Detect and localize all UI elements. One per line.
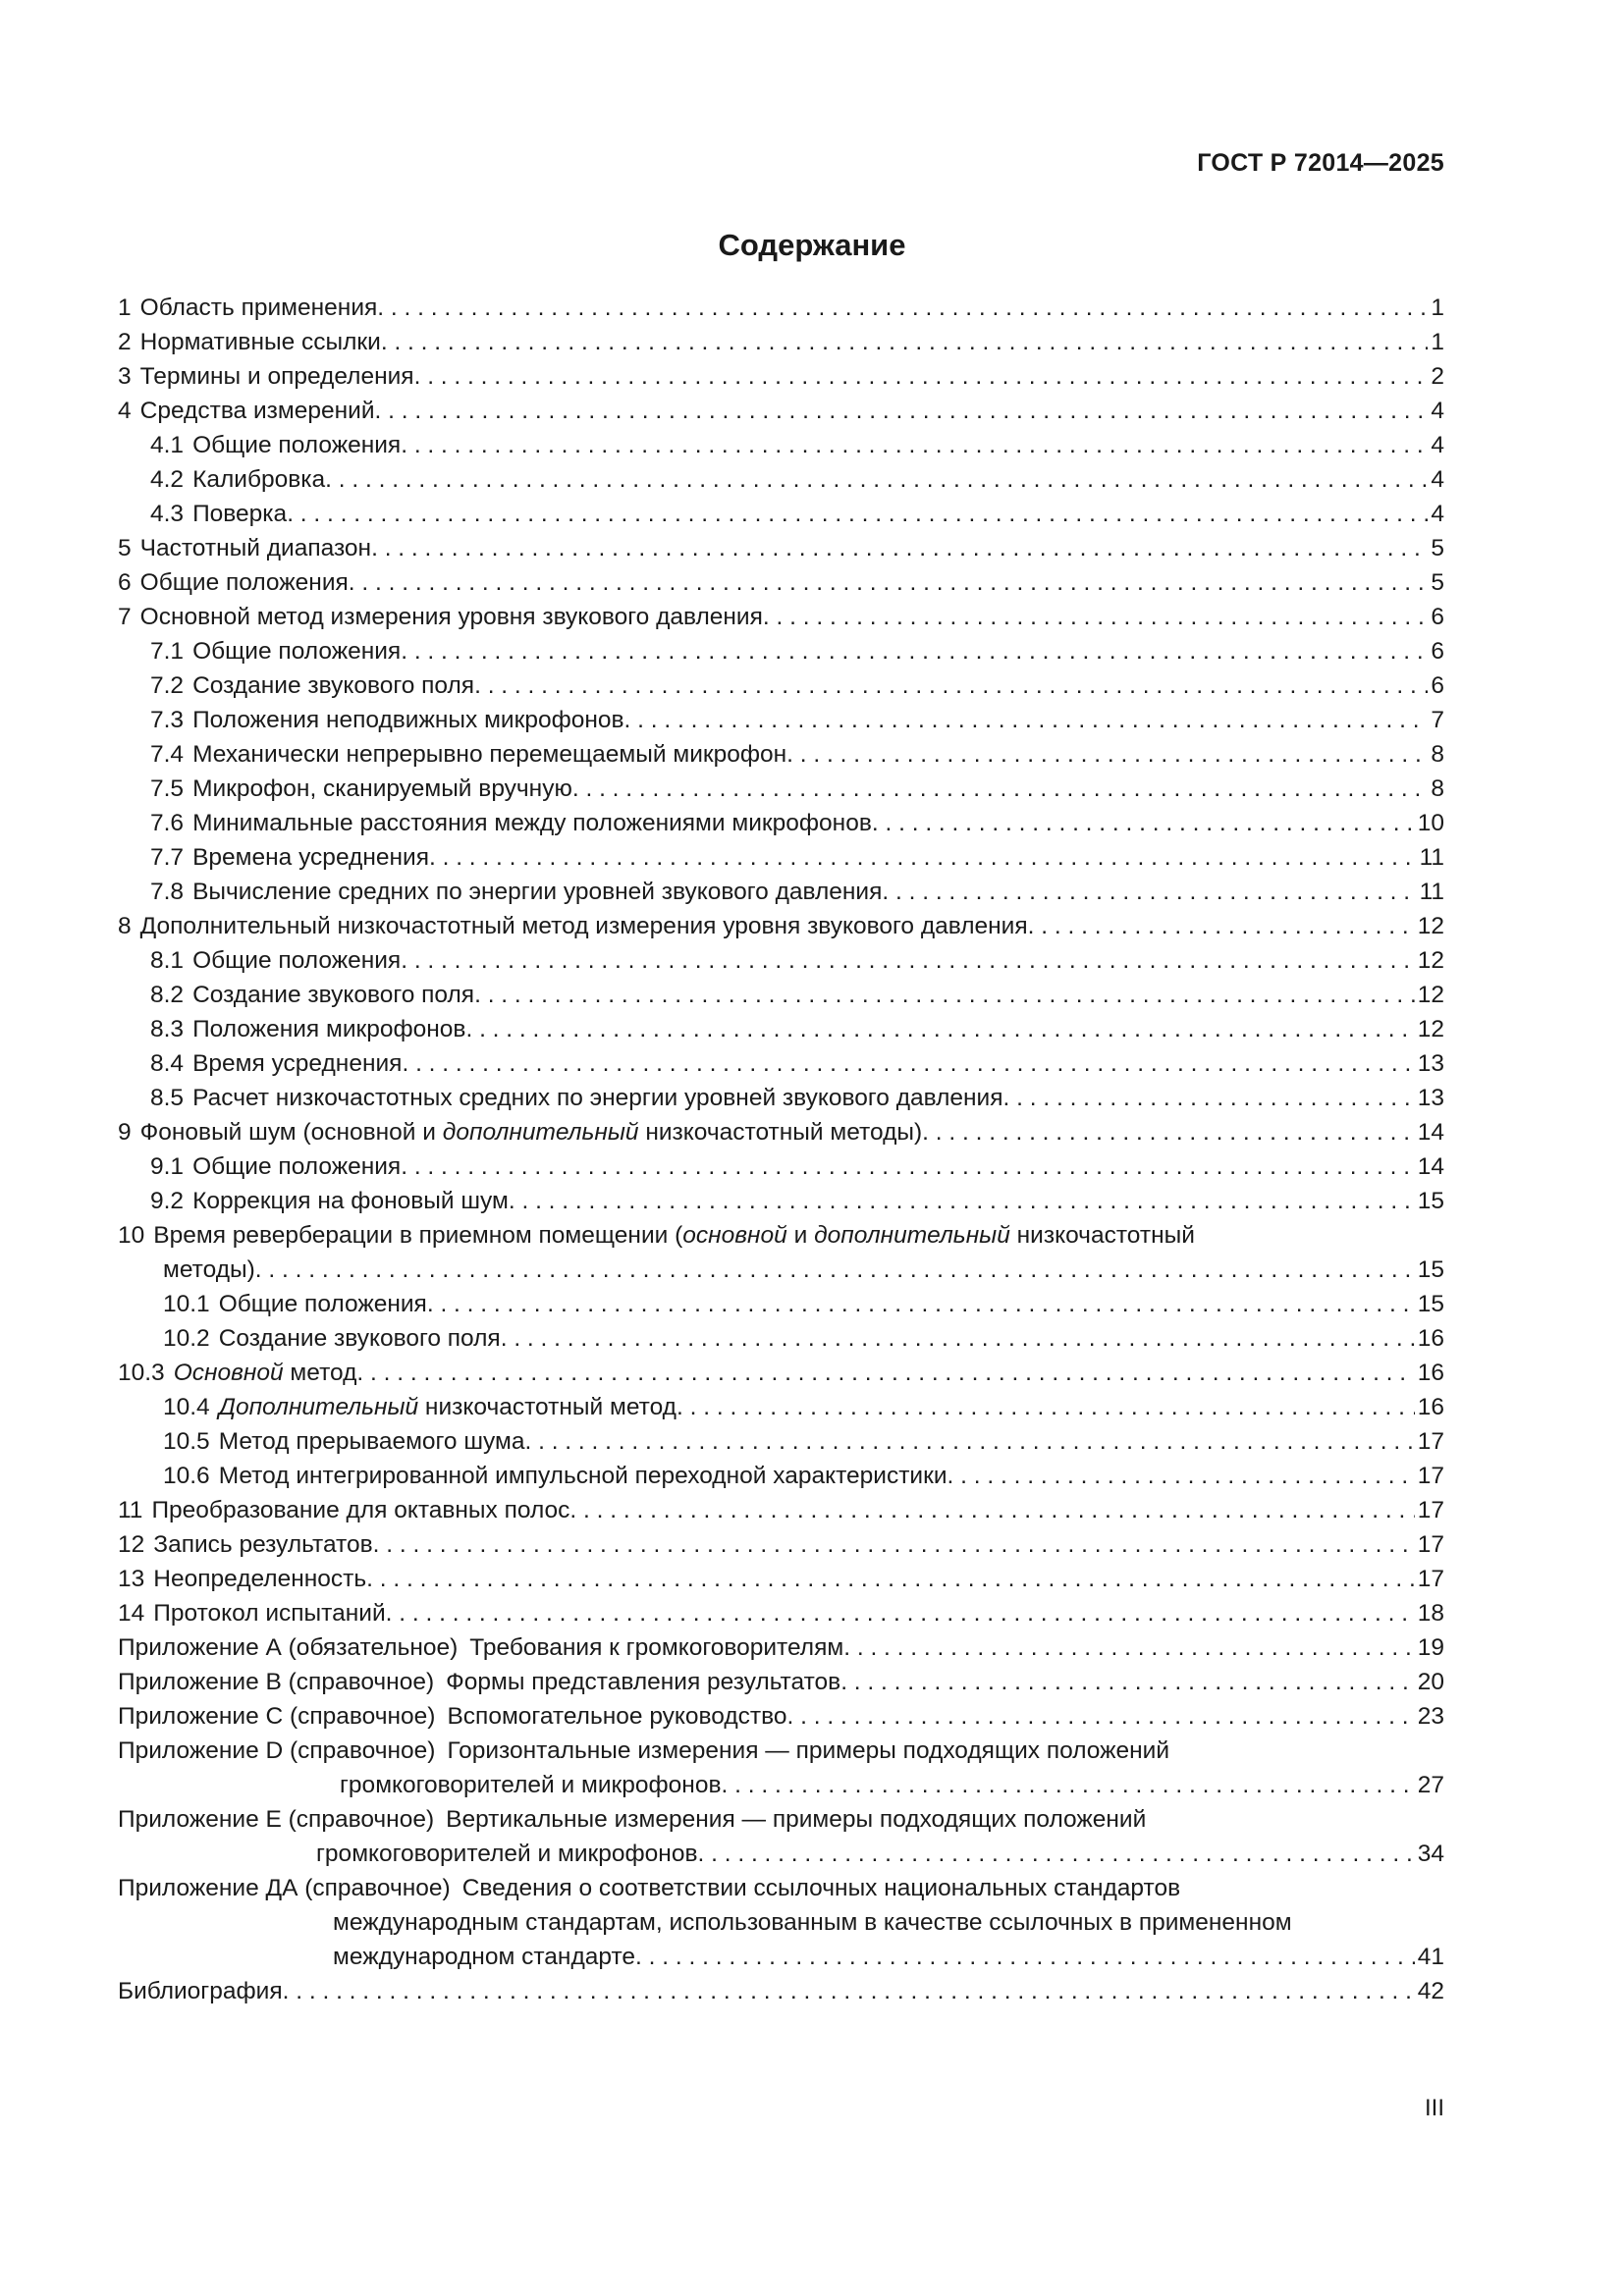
dot-leader: [414, 359, 1429, 394]
dot-leader: [524, 1424, 1414, 1459]
toc-number: 2: [118, 329, 132, 355]
toc-entry-7-3[interactable]: [118, 703, 1444, 737]
dot-leader: [1003, 1081, 1415, 1115]
toc-entry-4-2[interactable]: [118, 462, 1444, 497]
dot-leader: [356, 1356, 1414, 1390]
toc-annex-a[interactable]: [118, 1630, 1444, 1665]
toc-number: 7.3: [150, 707, 185, 733]
dot-leader: [763, 600, 1428, 634]
toc-title: Фоновый шум (основной и дополнительный низкочастотный методы): [139, 1119, 923, 1146]
standard-code: ГОСТ Р 72014—2025: [1197, 149, 1444, 177]
toc-entry-7-1[interactable]: [118, 634, 1444, 668]
toc-page: 17: [1417, 1531, 1444, 1558]
toc-annex-b[interactable]: [118, 1665, 1444, 1699]
toc-entry-7-5[interactable]: [118, 772, 1444, 806]
toc-entry-10[interactable]: [118, 1218, 1444, 1287]
dot-leader: [882, 875, 1416, 909]
annex-label: Приложение С (справочное): [118, 1703, 436, 1730]
toc-title: Механически непрерывно перемещаемый микрофон: [192, 741, 787, 768]
toc-page: 12: [1417, 947, 1444, 974]
toc-page: 27: [1417, 1772, 1444, 1798]
toc-number: 10.1: [163, 1291, 210, 1317]
toc-page: 8: [1431, 741, 1444, 768]
toc-title: Преобразование для октавных полос: [151, 1497, 570, 1523]
toc-number: 4.1: [150, 432, 185, 458]
dot-leader: [721, 1768, 1414, 1802]
toc-page: 17: [1417, 1566, 1444, 1592]
toc-number: 1: [118, 294, 132, 321]
toc-number: 10.5: [163, 1428, 210, 1455]
toc-entry-13[interactable]: [118, 1562, 1444, 1596]
dot-leader: [572, 772, 1429, 806]
toc-title: Создание звукового поля: [192, 982, 475, 1008]
dot-leader: [401, 1149, 1415, 1184]
toc-entry-4-1[interactable]: [118, 428, 1444, 462]
toc-entry-12[interactable]: [118, 1527, 1444, 1562]
toc-title: Неопределенность: [153, 1566, 367, 1592]
dot-leader: [373, 1527, 1415, 1562]
toc-page: 17: [1417, 1497, 1444, 1523]
toc-title: Дополнительный низкочастотный метод: [218, 1394, 677, 1420]
toc-number: 4.2: [150, 466, 185, 493]
dot-leader: [401, 634, 1428, 668]
toc-entry-8-3[interactable]: [118, 1012, 1444, 1046]
toc-entry-6[interactable]: [118, 565, 1444, 600]
toc-page: 10: [1417, 810, 1444, 836]
dot-leader: [402, 1046, 1414, 1081]
toc-number: 10.4: [163, 1394, 210, 1420]
toc-title: Общие положения: [192, 432, 402, 458]
toc-title-line-1: Приложение D (справочное) Горизонтальные измерения — примеры подходящих положений: [118, 1734, 1169, 1768]
toc-title: Метод прерываемого шума: [218, 1428, 525, 1455]
toc-entry-1[interactable]: [118, 291, 1444, 325]
toc-title: Коррекция на фоновый шум: [192, 1188, 509, 1214]
toc-title-line-1: Приложение ДА (справочное) Сведения о соответствии ссылочных национальных стандартов: [118, 1871, 1180, 1905]
toc-entry-14[interactable]: [118, 1596, 1444, 1630]
toc-page: 6: [1431, 604, 1444, 630]
toc-title: Основной метод: [173, 1360, 357, 1386]
toc-bibliography[interactable]: [118, 1974, 1444, 2008]
dot-leader: [386, 1596, 1415, 1630]
toc-number: 10.3: [118, 1360, 165, 1386]
toc-title: Микрофон, сканируемый вручную: [192, 775, 572, 802]
toc-title-line-2: громкоговорителей и микрофонов: [340, 1772, 722, 1798]
dot-leader: [283, 1974, 1415, 2008]
toc-page: 17: [1417, 1463, 1444, 1489]
toc-title: Положения микрофонов: [192, 1016, 466, 1042]
toc-page: 15: [1417, 1256, 1444, 1283]
toc-number: 7.6: [150, 810, 185, 836]
toc-entry-7-6[interactable]: [118, 806, 1444, 840]
toc-entry-2[interactable]: [118, 325, 1444, 359]
toc-page: 19: [1417, 1634, 1444, 1661]
toc-page: 20: [1417, 1669, 1444, 1695]
toc-page: 4: [1431, 466, 1444, 493]
dot-leader: [843, 1630, 1415, 1665]
dot-leader: [635, 1940, 1415, 1974]
toc-page: 7: [1431, 707, 1444, 733]
toc-page: 41: [1417, 1944, 1444, 1970]
dot-leader: [501, 1321, 1415, 1356]
toc-title: Библиография: [118, 1978, 283, 2004]
toc-number: 12: [118, 1531, 145, 1558]
toc-entry-10-5[interactable]: [118, 1424, 1444, 1459]
toc-title-line-2: методы): [163, 1256, 255, 1283]
dot-leader: [371, 531, 1428, 565]
toc-title: Общие положения: [218, 1291, 427, 1317]
toc-page: 2: [1431, 363, 1444, 390]
toc-page: 12: [1417, 982, 1444, 1008]
toc-title: Вспомогательное руководство: [447, 1703, 787, 1730]
toc-title-line-1: Приложение Е (справочное) Вертикальные измерения — примеры подходящих положений: [118, 1802, 1146, 1837]
toc-entry-7-4[interactable]: [118, 737, 1444, 772]
toc-page: 11: [1419, 844, 1444, 871]
toc-page: 8: [1431, 775, 1444, 802]
toc-title-line-3: международном стандарте: [333, 1944, 636, 1970]
toc-number: 10.2: [163, 1325, 210, 1352]
toc-number: 8.3: [150, 1016, 185, 1042]
toc-page: 23: [1417, 1703, 1444, 1730]
toc-number: 8.4: [150, 1050, 185, 1077]
page-number: III: [1424, 2095, 1444, 2121]
toc-number: 4.3: [150, 501, 185, 527]
toc-page: 12: [1417, 1016, 1444, 1042]
toc-entry-11[interactable]: [118, 1493, 1444, 1527]
toc-number: 14: [118, 1600, 145, 1627]
dot-leader: [569, 1493, 1414, 1527]
toc-number: 10.6: [163, 1463, 210, 1489]
toc-page: 13: [1417, 1085, 1444, 1111]
toc-page: 15: [1417, 1291, 1444, 1317]
dot-leader: [366, 1562, 1415, 1596]
toc-number: 8: [118, 913, 132, 939]
toc-title: Минимальные расстояния между положениями микрофонов: [192, 810, 872, 836]
dot-leader: [401, 428, 1428, 462]
annex-label: Приложение А (обязательное): [118, 1634, 459, 1661]
dot-leader: [325, 462, 1428, 497]
toc-annex-e[interactable]: [118, 1802, 1444, 1871]
dot-leader: [375, 394, 1429, 428]
toc-number: 7.5: [150, 775, 185, 802]
dot-leader: [474, 978, 1415, 1012]
toc-title-line-1: 10 Время реверберации в приемном помещении (основной и дополнительный низкочастотный: [118, 1218, 1195, 1253]
toc-title: Область применения: [139, 294, 378, 321]
toc-number: 7.1: [150, 638, 185, 665]
toc-entry-8-1[interactable]: [118, 943, 1444, 978]
toc-entry-10-1[interactable]: [118, 1287, 1444, 1321]
toc-entry-8-4[interactable]: [118, 1046, 1444, 1081]
dot-leader: [787, 1699, 1415, 1734]
toc-number: 7.8: [150, 879, 185, 905]
dot-leader: [349, 565, 1429, 600]
toc-title-line-2: громкоговорителей и микрофонов: [316, 1841, 698, 1867]
toc-page: 11: [1419, 879, 1444, 905]
dot-leader: [1028, 909, 1415, 943]
toc-title: Частотный диапазон: [139, 535, 372, 561]
toc-page: 14: [1417, 1119, 1444, 1146]
toc-number: 7.7: [150, 844, 185, 871]
toc-number: 8.5: [150, 1085, 185, 1111]
toc-title: Расчет низкочастотных средних по энергии уровней звукового давления: [192, 1085, 1003, 1111]
toc-page: 16: [1417, 1325, 1444, 1352]
toc-number: 8.1: [150, 947, 185, 974]
toc-number: 6: [118, 569, 132, 596]
toc-title: Основной метод измерения уровня звукового давления: [139, 604, 763, 630]
toc-number: 3: [118, 363, 132, 390]
toc-number: 8.2: [150, 982, 185, 1008]
toc-page: 34: [1417, 1841, 1444, 1867]
toc-number: 9.2: [150, 1188, 185, 1214]
toc-entry-4-3[interactable]: [118, 497, 1444, 531]
dot-leader: [287, 497, 1428, 531]
toc-number: 11: [118, 1497, 143, 1523]
toc-number: 7: [118, 604, 132, 630]
toc-number: 4: [118, 398, 132, 424]
table-of-contents: [118, 291, 1444, 2008]
toc-entry-7[interactable]: [118, 600, 1444, 634]
dot-leader: [677, 1390, 1415, 1424]
toc-title: Калибровка: [192, 466, 326, 493]
toc-annex-da[interactable]: [118, 1871, 1444, 1974]
dot-leader: [255, 1253, 1415, 1287]
toc-title: Общие положения: [192, 947, 402, 974]
toc-title: Дополнительный низкочастотный метод измерения уровня звукового давления: [139, 913, 1028, 939]
toc-page: 4: [1431, 432, 1444, 458]
toc-title: Общие положения: [192, 1153, 402, 1180]
toc-title: Положения неподвижных микрофонов: [192, 707, 624, 733]
dot-leader: [840, 1665, 1415, 1699]
dot-leader: [401, 943, 1415, 978]
dot-leader: [429, 840, 1417, 875]
toc-entry-7-8[interactable]: [118, 875, 1444, 909]
page-title: Содержание: [718, 228, 906, 262]
toc-title: Времена усреднения: [192, 844, 429, 871]
toc-page: 13: [1417, 1050, 1444, 1077]
toc-title: Вычисление средних по энергии уровней звукового давления: [192, 879, 883, 905]
dot-leader: [427, 1287, 1415, 1321]
annex-label: Приложение D (справочное): [118, 1737, 436, 1764]
toc-entry-8[interactable]: [118, 909, 1444, 943]
toc-page: 18: [1417, 1600, 1444, 1627]
toc-page: 17: [1417, 1428, 1444, 1455]
toc-page: 4: [1431, 398, 1444, 424]
toc-entry-8-5[interactable]: [118, 1081, 1444, 1115]
toc-page: 6: [1431, 638, 1444, 665]
annex-label: Приложение В (справочное): [118, 1669, 435, 1695]
toc-page: 16: [1417, 1394, 1444, 1420]
dot-leader: [697, 1837, 1414, 1871]
annex-label: Приложение ДА (справочное): [118, 1875, 451, 1901]
toc-page: 1: [1431, 294, 1444, 321]
toc-title: Нормативные ссылки: [139, 329, 381, 355]
toc-entry-5[interactable]: [118, 531, 1444, 565]
toc-number: 5: [118, 535, 132, 561]
toc-number: 13: [118, 1566, 145, 1592]
toc-page: 42: [1417, 1978, 1444, 2004]
dot-leader: [947, 1459, 1415, 1493]
toc-title: Термины и определения: [139, 363, 414, 390]
toc-number: 9.1: [150, 1153, 185, 1180]
toc-entry-9-1[interactable]: [118, 1149, 1444, 1184]
toc-title: Время усреднения: [192, 1050, 403, 1077]
toc-entry-7-7[interactable]: [118, 840, 1444, 875]
toc-title: Требования к громкоговорителям: [469, 1634, 844, 1661]
dot-leader: [377, 291, 1428, 325]
toc-page: 14: [1417, 1153, 1444, 1180]
toc-entry-10-4[interactable]: [118, 1390, 1444, 1424]
toc-entry-4[interactable]: [118, 394, 1444, 428]
toc-title: Создание звукового поля: [192, 672, 475, 699]
toc-title: Запись результатов: [153, 1531, 373, 1558]
dot-leader: [786, 737, 1428, 772]
toc-page: 12: [1417, 913, 1444, 939]
toc-title: Протокол испытаний: [153, 1600, 386, 1627]
toc-page: 6: [1431, 672, 1444, 699]
toc-annex-c[interactable]: [118, 1699, 1444, 1734]
toc-number: 7.4: [150, 741, 185, 768]
toc-entry-10-2[interactable]: [118, 1321, 1444, 1356]
toc-page: 5: [1431, 569, 1444, 596]
dot-leader: [872, 806, 1415, 840]
toc-annex-d[interactable]: [118, 1734, 1444, 1802]
toc-page: 16: [1417, 1360, 1444, 1386]
toc-number: 10: [118, 1222, 145, 1249]
toc-entry-10-6[interactable]: [118, 1459, 1444, 1493]
annex-label: Приложение Е (справочное): [118, 1806, 435, 1833]
dot-leader: [381, 325, 1429, 359]
dot-leader: [474, 668, 1428, 703]
toc-entry-9-2[interactable]: [118, 1184, 1444, 1218]
toc-page: 4: [1431, 501, 1444, 527]
toc-entry-10-3[interactable]: [118, 1356, 1444, 1390]
toc-title: Метод интегрированной импульсной переходной характеристики: [218, 1463, 947, 1489]
dot-leader: [922, 1115, 1415, 1149]
toc-page: 1: [1431, 329, 1444, 355]
toc-page: 15: [1417, 1188, 1444, 1214]
toc-title: Создание звукового поля: [218, 1325, 501, 1352]
toc-entry-3[interactable]: [118, 359, 1444, 394]
dot-leader: [465, 1012, 1414, 1046]
toc-title: Общие положения: [192, 638, 402, 665]
toc-page: 5: [1431, 535, 1444, 561]
toc-title: Средства измерений: [139, 398, 375, 424]
toc-number: 7.2: [150, 672, 185, 699]
toc-number: 9: [118, 1119, 132, 1146]
dot-leader: [624, 703, 1429, 737]
toc-title-line-2: международным стандартам, использованным в качестве ссылочных в примененном: [333, 1909, 1292, 1936]
toc-entry-7-2[interactable]: [118, 668, 1444, 703]
toc-title: Формы представления результатов: [446, 1669, 841, 1695]
toc-entry-8-2[interactable]: [118, 978, 1444, 1012]
toc-title: Общие положения: [139, 569, 349, 596]
toc-entry-9[interactable]: [118, 1115, 1444, 1149]
dot-leader: [509, 1184, 1415, 1218]
toc-title: Поверка: [192, 501, 288, 527]
